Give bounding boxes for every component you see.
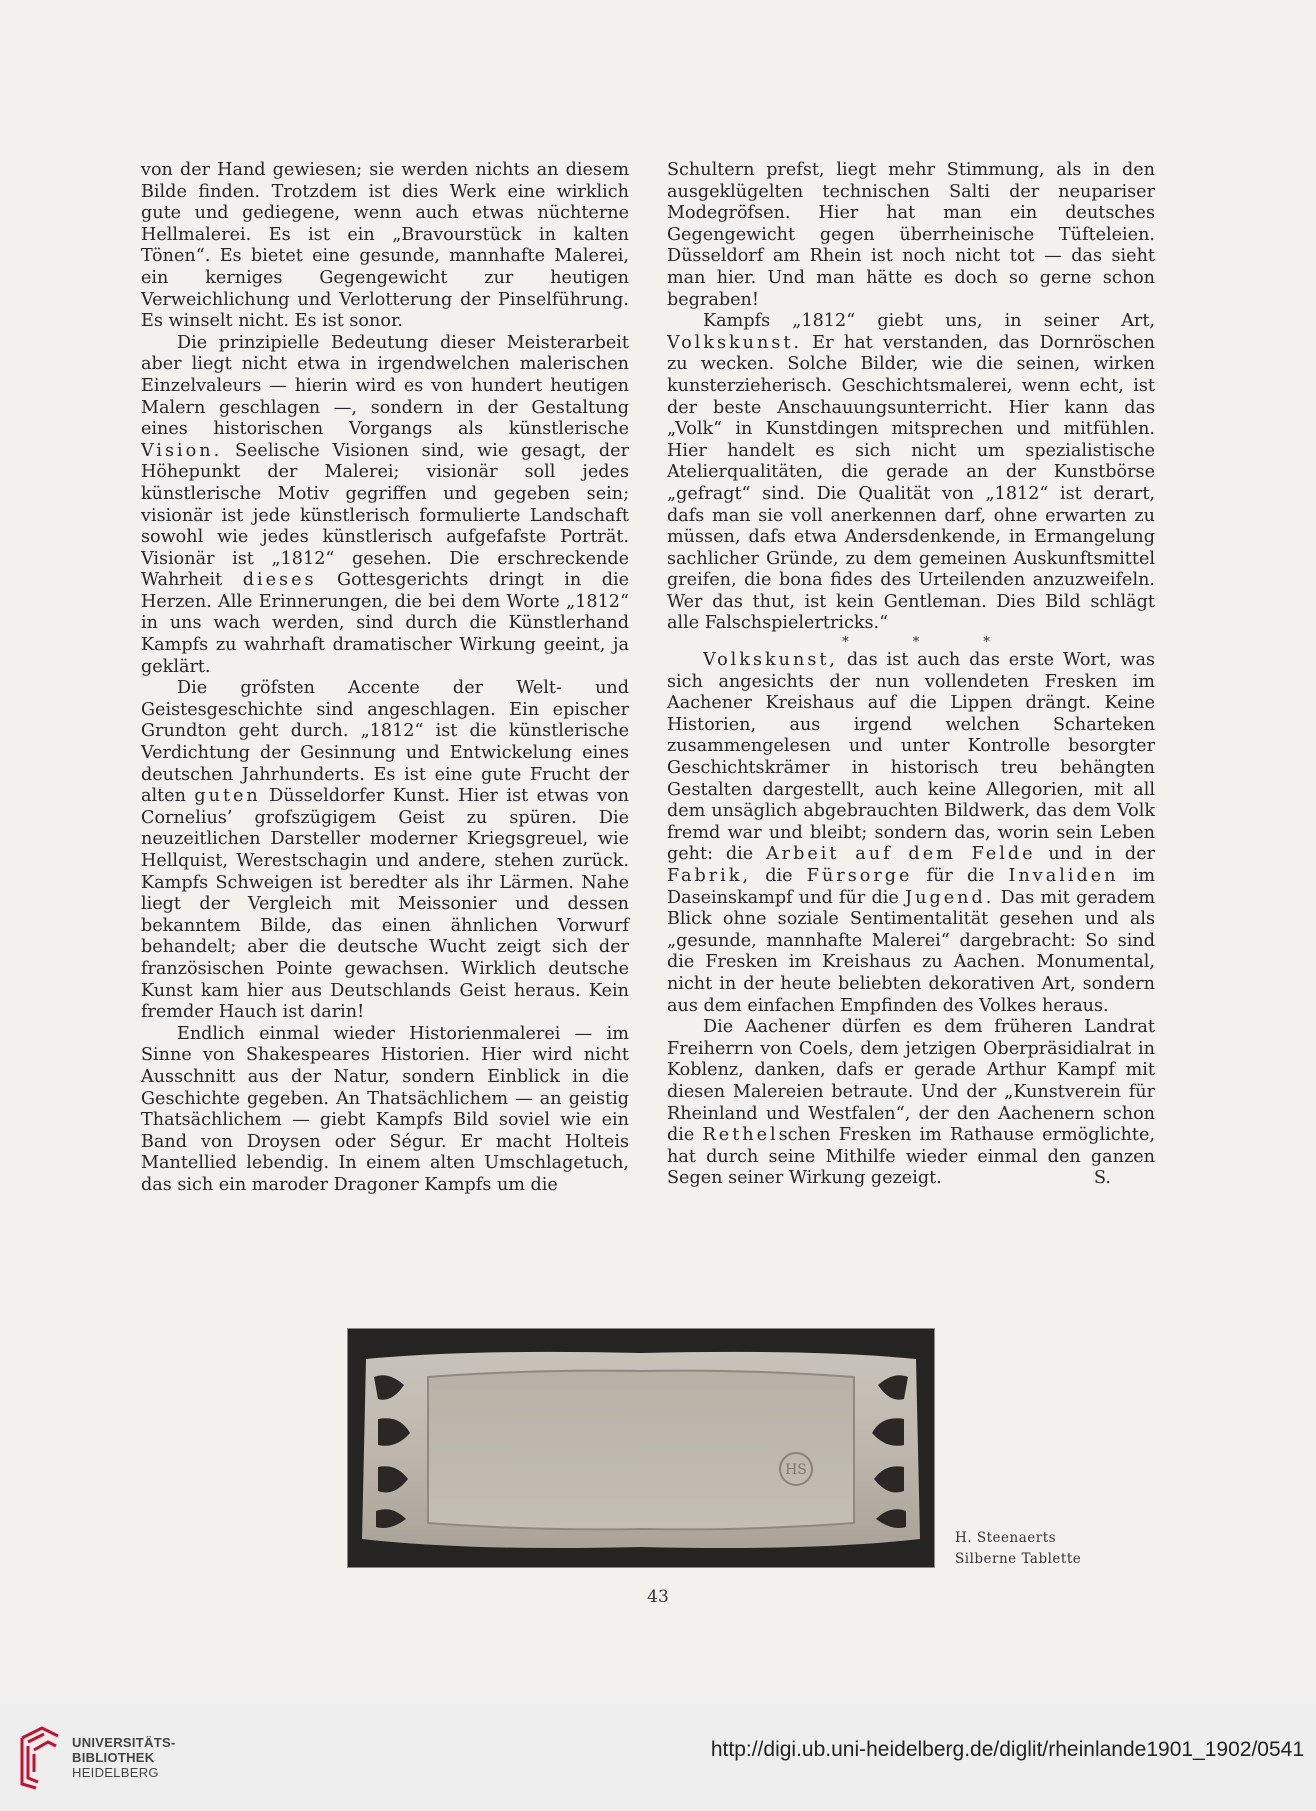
right-paragraph-2	[667, 311, 1155, 635]
text-run: Düsseldorfer Kunst. Hier ist etwas von Cornelius’ grofszügigem Geist zu spüren. Die neuzeitlichen Darsteller moderner Kriegsgreuel, wie Hellquist, Werestschagin und andere, stehen zurück. Kampfs Schweigen ist beredter als ihr Lärmen. Nahe liegt der Vergleich mit Meissonier und dessen bekanntem Bilde, das einen ähnlichen Vorwurf behandelt; aber die deutsche Wucht zeigt sich der französischen Pointe gewachsen. Wirklich deutsche Kunst kam hier aus Deutschlands Geist heraus. Kein fremder Hauch ist darin!	[141, 786, 629, 1023]
text-run: für die	[926, 866, 995, 886]
text-run: Gottesgerichts dringt in die Herzen. Alle Erinnerungen, die bei dem Worte „1812“ in uns wach werden, sind durch die Künstlerhand Kampfs zu wahrhaft dramatischer Wirkung geeint, ja geklärt.	[141, 570, 630, 677]
emphasis-volkskunst: Volkskunst.	[667, 332, 803, 353]
caption-title: Silberne Tablette	[955, 1551, 1082, 1567]
text-run: Kampfs „1812“ giebt uns, in seiner Art,	[703, 311, 1155, 332]
emphasis-invaliden: Invaliden	[1008, 866, 1119, 886]
left-paragraph-3	[141, 678, 629, 1024]
emphasis-fabrik: Fabrik,	[667, 866, 752, 886]
silver-tray-image	[348, 1329, 934, 1567]
library-line-2: BIBLIOTHEK	[72, 1750, 155, 1765]
emphasis-jugend: Jugend.	[905, 887, 995, 908]
section-divider-stars: * * *	[842, 635, 1020, 651]
tray-inner-surface	[428, 1371, 854, 1530]
text-run: Er hat verstanden, das Dornröschen zu wecken. Solche Bilder, wie die seinen, wirken kunsterzieherisch. Geschichtsmalerei, wenn echt, ist der beste Anschauungsunterricht. Hier kann das „Volk“ in Kunstdingen mitsprechen und mitfühlen. Hier handelt es sich nicht um spezialistische Atelierqualitäten, die gerade an der Kunstbörse „gefragt“ sind. Die Qualität von „1812“ ist derart, dafs man sie voll anerkennen darf, ohne erwarten zu müssen, dafs etwa Andersdenkende, in Ermangelung sachlicher Gründe, zu dem gemeinen Auskunftsmittel greifen, die bona fides des Urteilenden anzuzweifeln. Wer das thut, ist kein Gentleman. Dies Bild schlägt alle Falschspielertricks.“	[667, 332, 1155, 634]
author-signature: S.	[1093, 1168, 1111, 1189]
emphasis-vision: Vision.	[141, 440, 223, 461]
text-run: und in der	[1048, 844, 1156, 865]
left-paragraph-2	[141, 333, 629, 679]
library-line-3: HEIDELBERG	[72, 1765, 159, 1780]
text-run: Das mit geradem Blick ohne soziale Sentimentalität gesehen und als „gesunde, mannhafte Malerei“ dargebracht: So sind die Fresken im Kreishaus zu Aachen. Monumental, nicht in der heute beliebten dekorativen Art, sondern aus dem einfachen Empfinden des Volkes heraus.	[667, 887, 1156, 1016]
footer-bar	[0, 1704, 1316, 1811]
emphasis-volkskunst-2: Volkskunst,	[703, 650, 839, 671]
left-paragraph-1: von der Hand gewiesen; sie werden nichts an diesem Bilde finden. Trotzdem ist dies Werk eine wirklich gute und gediegene, wenn auch etwas nüchterne Hellmalerei. Es ist ein „Bravourstück in kalten Tönen“. Es bietet eine gesunde, mannhafte Malerei, ein kerniges Gegengewicht zur heutigen Verweichlichung und Verlotterung der Pinselführung. Es winselt nicht. Es ist sonor.	[141, 160, 629, 332]
library-line-1: UNIVERSITÄTS-	[72, 1735, 176, 1750]
emphasis-arbeit: Arbeit auf dem Felde	[765, 844, 1036, 865]
text-run: Die gröfsten Accente der Welt- und Geistesgeschichte sind angeschlagen. Ein epischer Grundton geht durch. „1812“ ist die künstlerische Verdichtung der Gesinnung und Entwickelung eines deutschen Jahrhunderts. Es ist eine gute Frucht der alten	[141, 678, 629, 807]
right-paragraph-1: Schultern prefst, liegt mehr Stimmung, als in den ausgeklügelten technischen Salti der neupariser Modegröfsen. Hier hat man ein deutsches Gegengewicht gegen überrheinische Tüfteleien. Düsseldorf am Rhein ist noch nicht tot — das sieht man hier. Und man hätte es doch so gerne schon begraben!	[667, 160, 1155, 310]
text-run: Seelische Visionen sind, wie gesagt, der Höhepunkt der Malerei; visionär soll jedes künstlerische Motiv gegriffen und gegeben sein; visionär ist jede künstlerisch formulierte Landschaft sowohl wie jedes künstlerisch aufgefafste Porträt. Visionär ist „1812“ gesehen. Die erschreckende Wahrheit	[141, 440, 629, 591]
right-column	[667, 160, 1155, 1190]
library-name	[72, 1735, 176, 1780]
caption-artist: H. Steenaerts	[955, 1530, 1057, 1546]
text-run: schen Fresken im Rathause ermöglichte, hat durch seine Mithilfe wieder einmal den ganzen Segen seiner Wirkung gezeigt.	[667, 1125, 1155, 1189]
tray-photograph	[347, 1328, 935, 1568]
text-run: das ist auch das erste Wort, was sich angesichts der nun vollendeten Fresken im Aachener Kreishaus auf die Lippen drängt. Keine Historien, aus irgend welchen Scharteken zusammengelesen und unter Kontrolle besorgter Geschichtskrämer in historisch treu behängten Gestalten dargestellt, auch keine Allegorien, mit all dem unsäglich abgebrauchten Bildwerk, das dem Volk fremd war und bleibt; sondern das, worin sein Leben geht: die	[667, 650, 1155, 865]
text-run: im Daseinskampf und für die	[667, 866, 1156, 908]
left-paragraph-4: Endlich einmal wieder Historienmalerei — im Sinne von Shakespeares Historien. Hier wird nicht Ausschnitt aus der Natur, sondern Einblick in die Geschichte gegeben. An Thatsächlichem — an geistig Thatsächlichem — giebt Kampfs Bild soviel wie ein Band von Droysen oder Ségur. Er macht Holteis Mantellied lebendig. In einem alten Umschlagetuch, das sich ein maroder Dragoner Kampfs um die	[141, 1023, 629, 1195]
monogram-text: HS	[785, 1462, 807, 1478]
page-number: 43	[647, 1587, 669, 1607]
emphasis-fuersorge: Fürsorge	[806, 866, 913, 886]
library-logo-icon	[16, 1726, 64, 1790]
figure-caption	[955, 1528, 1081, 1570]
right-paragraph-3	[667, 650, 1155, 1017]
emphasis-rethel: Rethel	[702, 1125, 779, 1146]
text-run: die	[765, 866, 793, 886]
left-column	[141, 160, 629, 1197]
text-run: Die prinzipielle Bedeutung dieser Meisterarbeit aber liegt nicht etwa in irgendwelchen malerischen Einzelvaleurs — hierin wird es von hundert heutigen Malern geschlagen —, sondern in der Gestaltung eines historischen Vorgangs als künstlerische	[141, 332, 629, 440]
emphasis-guten: guten	[194, 786, 261, 807]
right-paragraph-4	[667, 1017, 1155, 1190]
text-run: Die Aachener dürfen es dem früheren Landrat Freiherrn von Coels, dem jetzigen Oberpräsidialrat in Koblenz, danken, dafs er gerade Arthur Kampf mit diesen Malereien betraute. Und der „Kunstverein für Rheinland und Westfalen“, der den Aachenern schon die	[667, 1017, 1155, 1146]
source-url-link[interactable]: http://digi.ub.uni-heidelberg.de/diglit/rheinlande1901_1902/0541	[710, 1738, 1304, 1761]
emphasis-dieses: dieses	[242, 570, 317, 591]
